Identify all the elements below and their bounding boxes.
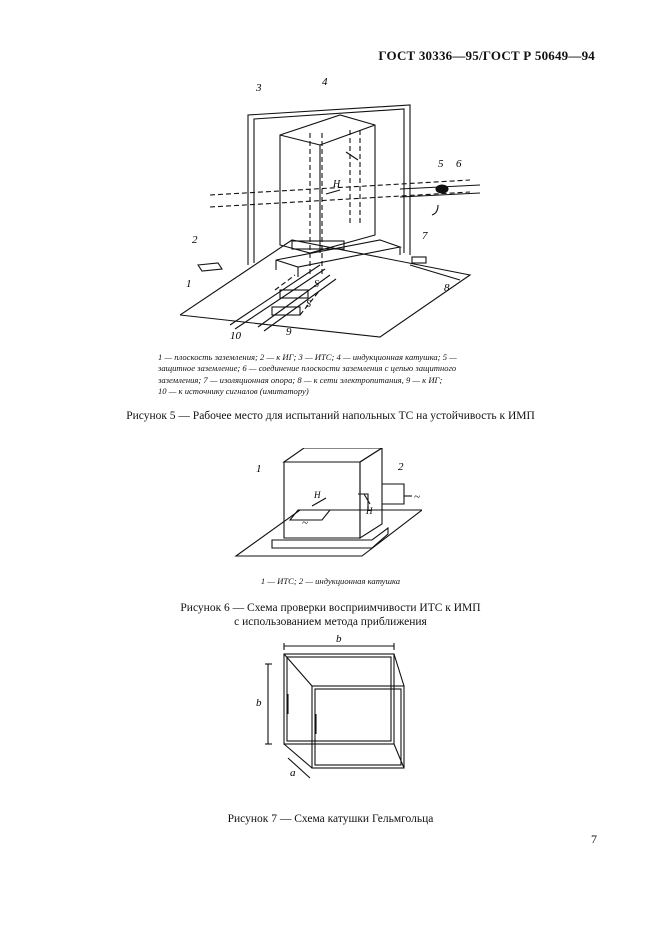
fig6-label-h1: H xyxy=(314,490,321,500)
fig5-label-2: 2 xyxy=(192,234,198,246)
fig5-label-6: 6 xyxy=(456,158,462,170)
page-number: 7 xyxy=(591,832,597,846)
fig7-label-b-side: b xyxy=(256,697,262,709)
fig5-label-7: 7 xyxy=(422,230,428,242)
fig5-label-3: 3 xyxy=(256,82,262,94)
figure-7-diagram xyxy=(248,634,418,784)
figure-7-caption xyxy=(0,812,661,826)
fig5-label-4: 4 xyxy=(322,76,328,88)
fig5-label-8: 8 xyxy=(444,282,450,294)
caption-text: Рисунок 5 — Рабочее место для испытаний напольных ТС на устойчивость к ИМП xyxy=(126,410,535,422)
fig6-label-1: 1 xyxy=(256,463,262,475)
figure-6-legend xyxy=(0,574,661,588)
fig6-label-2: 2 xyxy=(398,461,404,473)
fig5-label-9: 9 xyxy=(286,326,292,338)
fig6-label-h2: H xyxy=(366,506,373,516)
fig7-label-a: a xyxy=(290,767,296,779)
figure-5-caption xyxy=(0,409,661,423)
figure-6-diagram xyxy=(232,448,422,570)
fig6-label-tilde1: ~ xyxy=(414,491,420,503)
fig5-label-5: 5 xyxy=(438,158,444,170)
caption-text: с использованием метода приближения xyxy=(234,616,427,628)
legend-line: 1 — ИТС; 2 — индукционная катушка xyxy=(260,576,401,586)
legend-line: защитное заземление; 6 — соединение плоскости заземления с цепью защитного xyxy=(158,363,457,374)
fig5-label-s2: S xyxy=(306,299,311,310)
figure-6-caption xyxy=(0,601,661,629)
fig7-label-b-top: b xyxy=(336,634,342,645)
caption-text: Рисунок 7 — Схема катушки Гельмгольца xyxy=(227,813,434,825)
figure-5-diagram xyxy=(180,75,480,345)
document-header: ГОСТ 30336—95/ГОСТ Р 50649—94 xyxy=(378,48,595,63)
fig5-label-h: H xyxy=(333,179,341,190)
legend-line: заземления; 7 — изоляционная опора; 8 — к сети электропитания, 9 — к ИГ; xyxy=(158,374,443,385)
fig5-label-1: 1 xyxy=(186,278,192,290)
legend-line: 1 — плоскость заземления; 2 — к ИГ; 3 — ИТС; 4 — индукционная катушка; 5 — xyxy=(158,352,457,362)
fig5-label-s1: S xyxy=(314,279,319,290)
fig6-label-tilde2: ~ xyxy=(302,517,308,529)
caption-text: Рисунок 6 — Схема проверки восприимчивости ИТС к ИМП xyxy=(180,602,481,614)
figure-5-legend xyxy=(158,352,503,398)
legend-line: 10 — к источнику сигналов (имитатору) xyxy=(158,386,309,397)
fig5-label-10: 10 xyxy=(230,330,241,342)
